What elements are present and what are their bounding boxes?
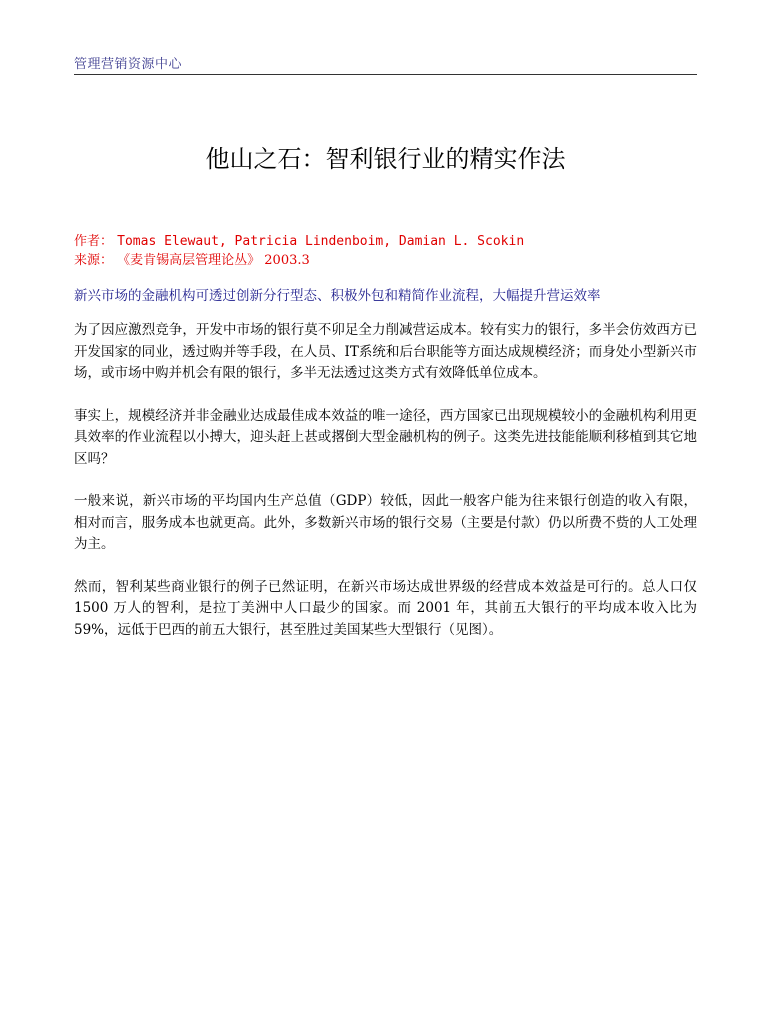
header-title: 管理营销资源中心 — [74, 57, 183, 72]
author-line — [74, 232, 697, 251]
page-header — [74, 52, 697, 75]
body-paragraph: 事实上，规模经济并非金融业达成最佳成本效益的唯一途径，西方国家已出现规模较小的金融机构利用更具效率的作业流程以小搏大，迎头赶上甚或撂倒大型金融机构的例子。这类先进技能能顺利移植到其它地区吗？ — [74, 407, 697, 467]
author-label: 作者： — [74, 234, 114, 249]
document-body — [74, 320, 697, 662]
author-value: Tomas Elewaut, Patricia Lindenboim, Damian L. Scokin — [117, 234, 525, 249]
source-label: 来源： — [74, 253, 114, 268]
body-paragraph: 然而，智利某些商业银行的例子已然证明，在新兴市场达成世界级的经营成本效益是可行的。总人口仅 1500 万人的智利，是拉丁美洲中人口最少的国家。而 2001 年，其前五大银行的平均成本收入比为 59%，远低于巴西的前五大银行，甚至胜过美国某些大型银行（见图）。 — [74, 578, 697, 638]
source-line — [74, 251, 697, 270]
document-title: 他山之石：智利银行业的精实作法 — [205, 145, 566, 173]
document-meta — [74, 232, 697, 270]
body-paragraph: 为了因应激烈竞争，开发中市场的银行莫不卯足全力削减营运成本。较有实力的银行，多半会仿效西方已开发国家的同业，透过购并等手段，在人员、IT系统和后台职能等方面达成规模经济；而身处小型新兴市场，或市场中购并机会有限的银行，多半无法透过这类方式有效降低单位成本。 — [74, 322, 697, 381]
source-value: 《麦肯锡高层管理论丛》 2003.3 — [117, 253, 310, 268]
lead-summary: 新兴市场的金融机构可透过创新分行型态、积极外包和精简作业流程，大幅提升营运效率 — [74, 288, 601, 304]
body-paragraph: 一般来说，新兴市场的平均国内生产总值（GDP）较低，因此一般客户能为往来银行创造的收入有限，相对而言，服务成本也就更高。此外，多数新兴市场的银行交易（主要是付款）仍以所费不赀的人工处理为主。 — [74, 493, 697, 552]
